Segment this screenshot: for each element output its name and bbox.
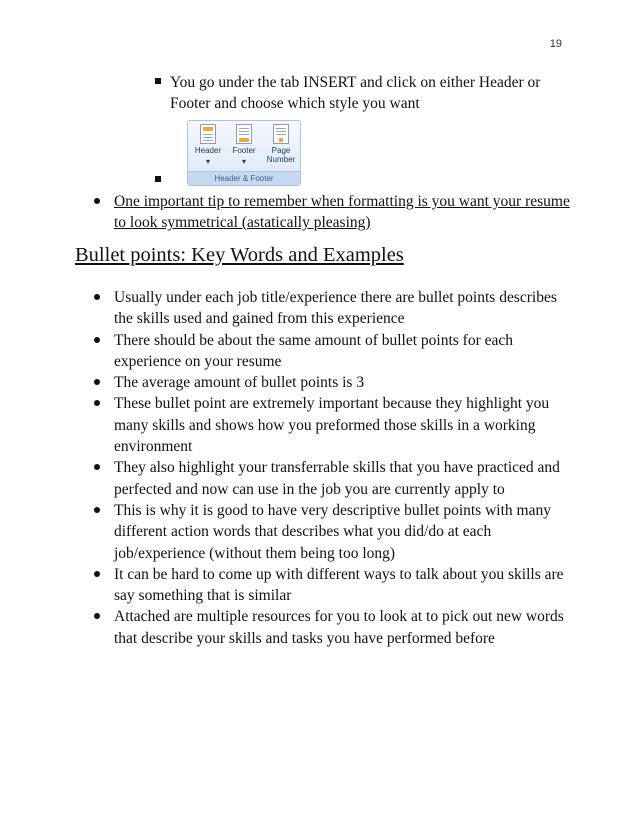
list-item-text: Attached are multiple resources for you to look at to pick out new words that describe your skills and tasks you have performed before [114, 608, 564, 647]
page-number-button-label: Page Number [266, 146, 296, 164]
chevron-down-icon: ▾ [241, 157, 246, 166]
page-number: 19 [549, 38, 562, 50]
list-item-text: These bullet point are extremely important because they highlight you many skills and shows how you preformed those skills in a working environment [114, 395, 550, 456]
bullet-dot-icon [94, 294, 100, 300]
list-item [114, 393, 574, 457]
list-item-insert-instruction [170, 72, 570, 114]
list-item [114, 287, 574, 330]
list-item [114, 372, 574, 393]
page-number-button [262, 124, 300, 164]
page-number-doc-icon [273, 124, 289, 144]
bullet-dot-icon [94, 507, 100, 513]
formatting-tip-text: One important tip to remember when formatting is you want your resume to look symmetrical (astatically pleasing) [114, 193, 570, 231]
bullet-dot-icon [94, 400, 100, 406]
insert-instruction-text: You go under the tab INSERT and click on either Header or Footer and choose which style you want [170, 74, 541, 112]
section-heading: Bullet points: Key Words and Examples [75, 244, 404, 266]
list-item [114, 606, 574, 649]
bullet-dot-icon [94, 613, 100, 619]
header-button-label: Header [194, 146, 222, 155]
chevron-down-icon: ▾ [205, 157, 210, 166]
bullet-dot-icon [94, 571, 100, 577]
formatting-tip [114, 191, 574, 233]
square-bullet-icon [155, 78, 161, 84]
footer-button [226, 124, 262, 166]
header-doc-icon [200, 124, 216, 144]
list-item [114, 330, 574, 373]
ribbon-group-label: Header & Footer [188, 171, 300, 185]
header-button [190, 124, 226, 166]
bullet-list [114, 287, 574, 649]
square-bullet-icon [155, 176, 161, 182]
bullet-dot-icon [94, 379, 100, 385]
ribbon-group-image [187, 120, 301, 186]
list-item-text: Usually under each job title/experience there are bullet points describes the skills used and gained from this experience [114, 289, 557, 328]
list-item [114, 457, 574, 500]
bullet-dot-icon [94, 464, 100, 470]
list-item-text: This is why it is good to have very descriptive bullet points with many different action words that describes what you did/do at each job/experience (without them being too long) [114, 501, 551, 562]
list-item [114, 564, 574, 607]
list-item-text: It can be hard to come up with different ways to talk about you skills are say something that is similar [114, 565, 564, 605]
footer-button-label: Footer [232, 146, 256, 155]
bullet-dot-icon [94, 198, 100, 204]
bullet-dot-icon [94, 337, 100, 343]
list-item-text: There should be about the same amount of bullet points for each experience on your resume [114, 331, 514, 370]
list-item [114, 500, 574, 564]
list-item-text: They also highlight your transferrable skills that you have practiced and perfected and now can use in the job you are currently apply to [114, 459, 560, 498]
footer-doc-icon [236, 124, 252, 144]
list-item-text: The average amount of bullet points is 3 [114, 374, 365, 392]
